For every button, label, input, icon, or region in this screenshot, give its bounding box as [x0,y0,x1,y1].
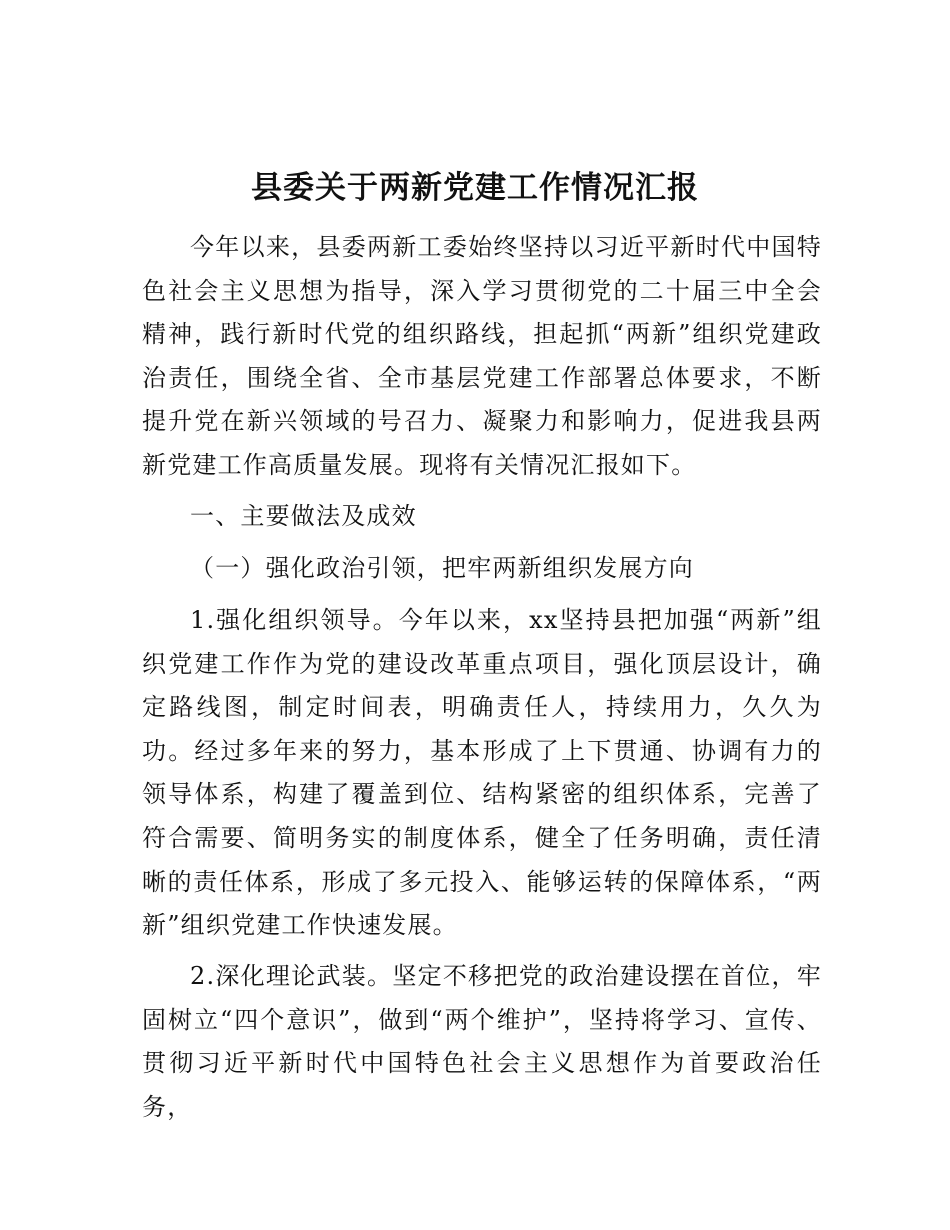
section-heading-1: 一、主要做法及成效 [190,502,417,530]
intro-paragraph: 今年以来，县委两新工委始终坚持以习近平新时代中国特色社会主义思想为指导，深入学习贯彻党的二十届三中全会精神，践行新时代党的组织路线，担起抓“两新”组织党建政治责任，围绕全省、全市基层党建工作部署总体要求，不断提升党在新兴领域的号召力、凝聚力和影响力，促进我县两新党建工作高质量发展。现将有关情况汇报如下。 [142,233,822,479]
subsection-heading-1: （一）强化政治引领，把牢两新组织发展方向 [190,554,694,582]
item-1-paragraph: 1.强化组织领导。今年以来，xx坚持县把加强“两新”组织党建工作作为党的建设改革重点项目，强化顶层设计，确定路线图，制定时间表，明确责任人，持续用力，久久为功。经过多年来的努力，基本形成了上下贯通、协调有力的领导体系，构建了覆盖到位、结构紧密的组织体系，完善了符合需要、简明务实的制度体系，健全了任务明确，责任清晰的责任体系，形成了多元投入、能够运转的保障体系，“两新”组织党建工作快速发展。 [142,606,822,940]
document-title: 县委关于两新党建工作情况汇报 [251,170,699,206]
item-2-paragraph: 2.深化理论武装。坚定不移把党的政治建设摆在首位，牢固树立“四个意识”，做到“两个维护”，坚持将学习、宣传、贯彻习近平新时代中国特色社会主义思想作为首要政治任务， [142,962,822,1121]
